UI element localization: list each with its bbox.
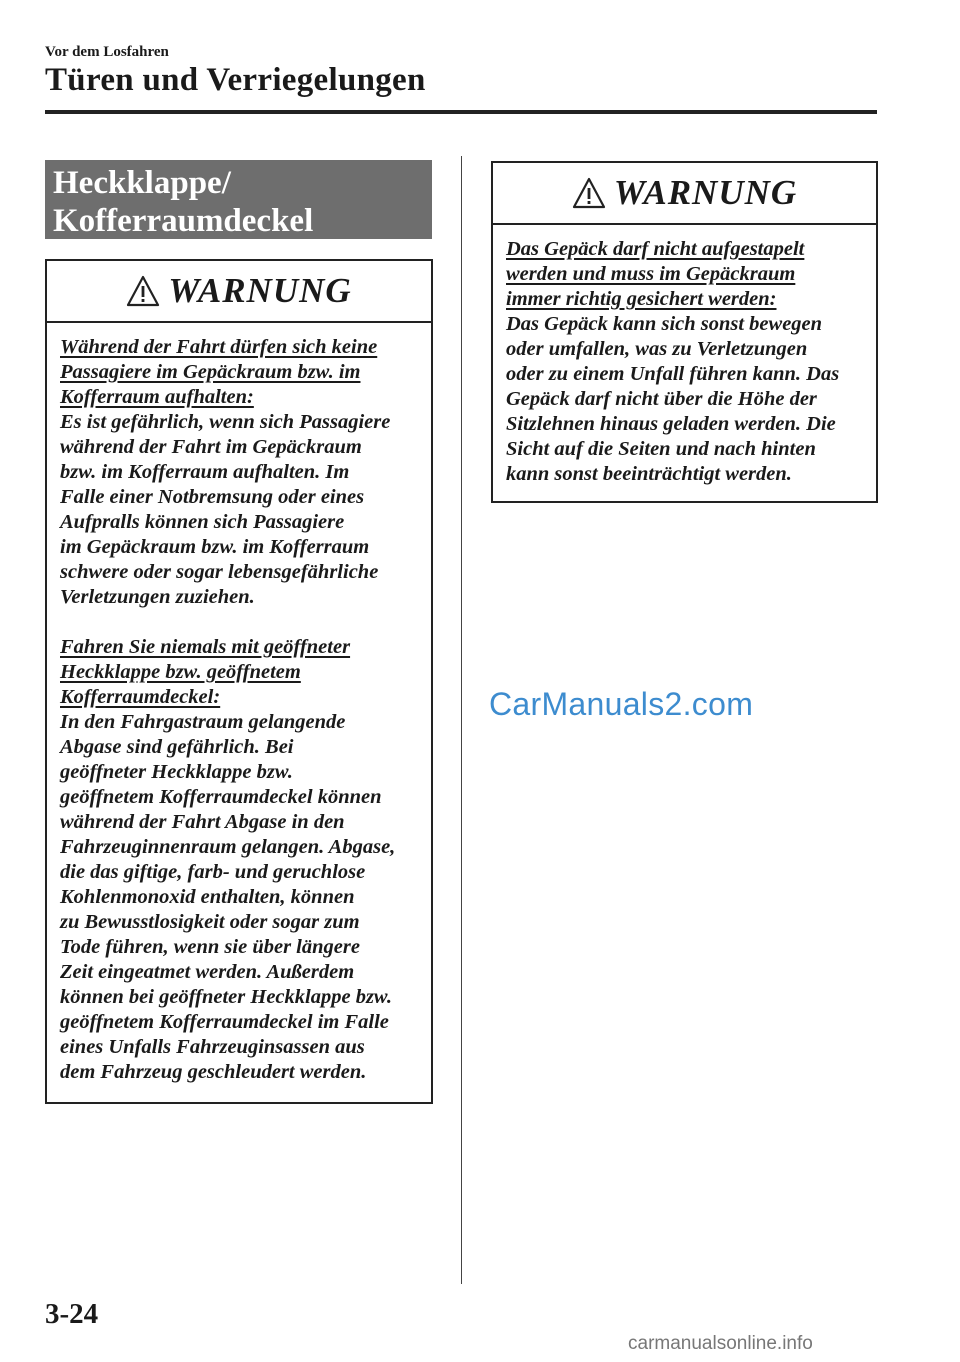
warning-lead-line: immer richtig gesichert werden: [506, 288, 777, 310]
page-title: Türen und Verriegelungen [45, 62, 426, 98]
chapter-label: Vor dem Losfahren [45, 44, 169, 60]
warning-text-line: Verletzungen zuziehen. [60, 586, 255, 608]
warning-text-line: In den Fahrgastraum gelangende [60, 711, 346, 733]
warning-body-right [493, 225, 876, 497]
warning-title-left [47, 261, 431, 323]
warning-lead-line: Passagiere im Gepäckraum bzw. im [60, 361, 361, 383]
warning-triangle-icon [572, 177, 606, 209]
warning-text-line: Das Gepäck kann sich sonst bewegen [506, 313, 823, 335]
warning-text-line: geöffnetem Kofferraumdeckel können [60, 786, 382, 808]
warning-lead-line: Fahren Sie niemals mit geöffneter [60, 636, 351, 658]
warning-text-line: Aufpralls können sich Passagiere [60, 511, 345, 533]
warning-text-line: bzw. im Kofferraum aufhalten. Im [60, 461, 350, 483]
warning-text-line: Tode führen, wenn sie über längere [60, 936, 360, 958]
warning-text-line: Gepäck darf nicht über die Höhe der [506, 388, 817, 410]
watermark-logo: CarManuals2.com [489, 686, 754, 722]
warning-text-line: schwere oder sogar lebensgefährliche [60, 561, 379, 583]
warning-text-line: zu Bewusstlosigkeit oder sogar zum [60, 911, 360, 933]
footer-site: carmanualsonline.info [628, 1333, 813, 1354]
warning-box-left [45, 259, 433, 1104]
warning-text-line: können bei geöffneter Heckklappe bzw. [60, 986, 392, 1008]
paragraph-gap [60, 610, 421, 635]
warning-text-line: dem Fahrzeug geschleudert werden. [60, 1061, 367, 1083]
warning-text-line: geöffnetem Kofferraumdeckel im Falle [60, 1011, 389, 1033]
page-number: 3-24 [45, 1298, 99, 1330]
warning-text-line: im Gepäckraum bzw. im Kofferraum [60, 536, 370, 558]
warning-text-line: Abgase sind gefährlich. Bei [60, 736, 294, 758]
warning-text-line: eines Unfalls Fahrzeuginsassen aus [60, 1036, 365, 1058]
warning-lead-line: Das Gepäck darf nicht aufgestapelt [506, 238, 805, 260]
warning-lead-line: Kofferraumdeckel: [60, 686, 221, 708]
warning-text-line: während der Fahrt Abgase in den [60, 811, 345, 833]
warning-text-line: die das giftige, farb- und geruchlose [60, 861, 366, 883]
warning-label: WARNUNG [613, 173, 798, 212]
section-heading [45, 160, 432, 239]
section-heading-line1: Heckklappe/ [53, 165, 231, 201]
warning-text-line: Es ist gefährlich, wenn sich Passagiere [60, 411, 391, 433]
warning-box-right [491, 161, 878, 503]
warning-text-line: Sicht auf die Seiten und nach hinten [506, 438, 816, 460]
warning-text-line: während der Fahrt im Gepäckraum [60, 436, 362, 458]
warning-text-line: oder zu einem Unfall führen kann. Das [506, 363, 840, 385]
warning-label: WARNUNG [168, 271, 352, 310]
column-divider [461, 156, 462, 1284]
warning-triangle-icon [126, 275, 160, 307]
warning-lead-line: Heckklappe bzw. geöffnetem [60, 661, 301, 683]
warning-text-line: kann sonst beeinträchtigt werden. [506, 463, 792, 485]
warning-text-line: geöffneter Heckklappe bzw. [60, 761, 293, 783]
warning-title-right [493, 163, 876, 225]
warning-lead-line: Kofferraum aufhalten: [60, 386, 254, 408]
warning-lead-line: Während der Fahrt dürfen sich keine [60, 336, 378, 358]
title-rule [45, 110, 877, 114]
warning-text-line: Fahrzeuginnenraum gelangen. Abgase, [60, 836, 396, 858]
warning-lead-line: werden und muss im Gepäckraum [506, 263, 796, 285]
warning-body-left [47, 323, 431, 1095]
warning-text-line: oder umfallen, was zu Verletzungen [506, 338, 808, 360]
warning-text-line: Falle einer Notbremsung oder eines [60, 486, 365, 508]
warning-text-line: Kohlenmonoxid enthalten, können [60, 886, 355, 908]
warning-text-line: Sitzlehnen hinaus geladen werden. Die [506, 413, 836, 435]
warning-text-line: Zeit eingeatmet werden. Außerdem [60, 961, 355, 983]
section-heading-line2: Kofferraumdeckel [53, 203, 314, 239]
